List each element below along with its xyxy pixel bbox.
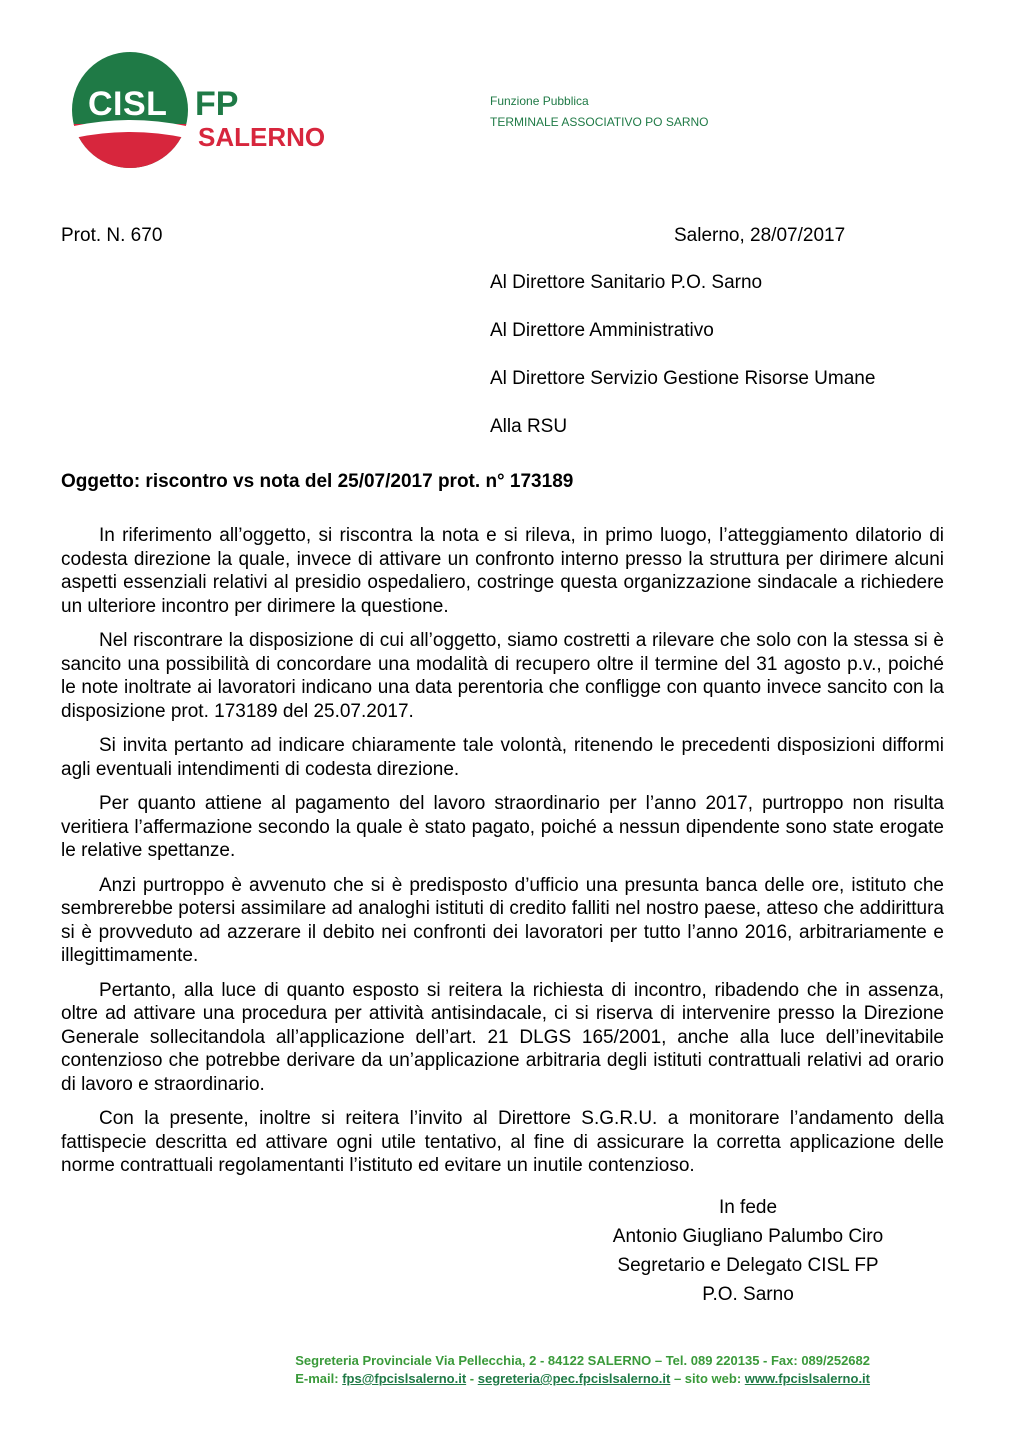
protocol-number: Prot. N. 670 xyxy=(61,225,163,246)
recipients-block xyxy=(490,272,875,464)
signature-role: Segretario e Delegato CISL FP xyxy=(617,1255,879,1276)
footer-separator: - xyxy=(469,1371,475,1386)
footer-pec-link[interactable]: segreteria@pec.fpcislsalerno.it xyxy=(477,1371,671,1386)
logo-salerno-text: SALERNO xyxy=(198,122,326,152)
org-line-2: TERMINALE ASSOCIATIVO PO SARNO xyxy=(490,115,709,129)
signature-name: Antonio Giugliano Palumbo Ciro xyxy=(612,1226,884,1247)
recipient-4: Alla RSU xyxy=(490,416,568,437)
signature-block xyxy=(600,1193,896,1309)
logo-cisl-text: CISL xyxy=(88,85,168,123)
signature-place: P.O. Sarno xyxy=(702,1284,794,1305)
org-line-1: Funzione Pubblica xyxy=(490,94,589,108)
footer-web-label: – sito web: xyxy=(673,1371,742,1386)
letter-body xyxy=(61,524,944,1189)
body-paragraph-4: Per quanto attiene al pagamento del lavoro straordinario per l’anno 2017, purtroppo non risulta veritiera l’affermazione secondo la quale è stato pagato, poiché a nessun dipendente sono state erogate le relative spettanze. xyxy=(61,793,944,861)
recipient-2: Al Direttore Amministrativo xyxy=(490,320,714,341)
footer-address: Segreteria Provinciale Via Pellecchia, 2 - 84122 SALERNO – Tel. 089 220135 - Fax: 089/252682 xyxy=(295,1353,870,1368)
letter-date: Salerno, 28/07/2017 xyxy=(674,225,846,246)
body-paragraph-7: Con la presente, inoltre si reitera l’invito al Direttore S.G.R.U. a monitorare l’andamento della fattispecie descritta ed attivare ogni utile tentativo, al fine di assicurare la corretta applicazione delle norme contrattuali regolamentanti l’istituto ed evitare un inutile contenzioso. xyxy=(61,1108,944,1176)
recipient-3: Al Direttore Servizio Gestione Risorse Umane xyxy=(490,368,876,389)
subject-line: Oggetto: riscontro vs nota del 25/07/2017 prot. n° 173189 xyxy=(61,471,574,492)
cisl-fp-logo xyxy=(70,52,360,172)
footer xyxy=(0,1352,870,1388)
footer-email-link[interactable]: fps@fpcislsalerno.it xyxy=(342,1371,467,1386)
footer-contacts xyxy=(0,1370,870,1388)
body-paragraph-5: Anzi purtroppo è avvenuto che si è predisposto d’ufficio una presunta banca delle ore, istituto che sembrerebbe potersi assimilare ad analoghi istituti di credito falliti nel nostro paese, atteso che addirittura si è provveduto ad azzerare il debito nei confronti dei lavoratori per tutto l’anno 2016, arbitrariamente e illegittimamente. xyxy=(61,874,944,966)
org-info xyxy=(490,91,709,133)
footer-website-link[interactable]: www.fpcislsalerno.it xyxy=(744,1371,870,1386)
recipient-1: Al Direttore Sanitario P.O. Sarno xyxy=(490,272,763,293)
footer-email-label: E-mail: xyxy=(295,1371,339,1386)
body-paragraph-3: Si invita pertanto ad indicare chiaramente tale volontà, ritenendo le precedenti disposizioni difformi agli eventuali intendimenti di codesta direzione. xyxy=(61,735,944,780)
body-paragraph-2: Nel riscontrare la disposizione di cui all’oggetto, siamo costretti a rilevare che solo con la stessa si è sancito una possibilità di concordare una modalità di recupero oltre il termine del 31 agosto p.v., poiché le note inoltrate ai lavoratori indicano una data perentoria che confligge con quanto invece sancito con la disposizione prot. 173189 del 25.07.2017. xyxy=(61,630,944,722)
signature-closing: In fede xyxy=(718,1197,778,1218)
logo-fp-text: FP xyxy=(195,85,239,123)
body-paragraph-1: In riferimento all’oggetto, si riscontra la nota e si rileva, in primo luogo, l’atteggiamento dilatorio di codesta direzione la quale, invece di attivare un confronto interno presso la struttura per dirimere alcuni aspetti essenziali relativi al presidio ospedaliero, costringe questa organizzazione sindacale a richiedere un ulteriore incontro per dirimere la questione. xyxy=(61,525,944,617)
body-paragraph-6: Pertanto, alla luce di quanto esposto si reitera la richiesta di incontro, ribadendo che in assenza, oltre ad attivare una procedura per attività antisindacale, ci si riserva di intervenire presso la Direzione Generale sollecitandola all’applicazione dell’art. 21 DLGS 165/2001, anche alla luce dell’inevitabile contenzioso che potrebbe derivare da un’applicazione arbitraria degli istituti contrattuali relativi ad orario di lavoro e straordinario. xyxy=(61,979,944,1095)
